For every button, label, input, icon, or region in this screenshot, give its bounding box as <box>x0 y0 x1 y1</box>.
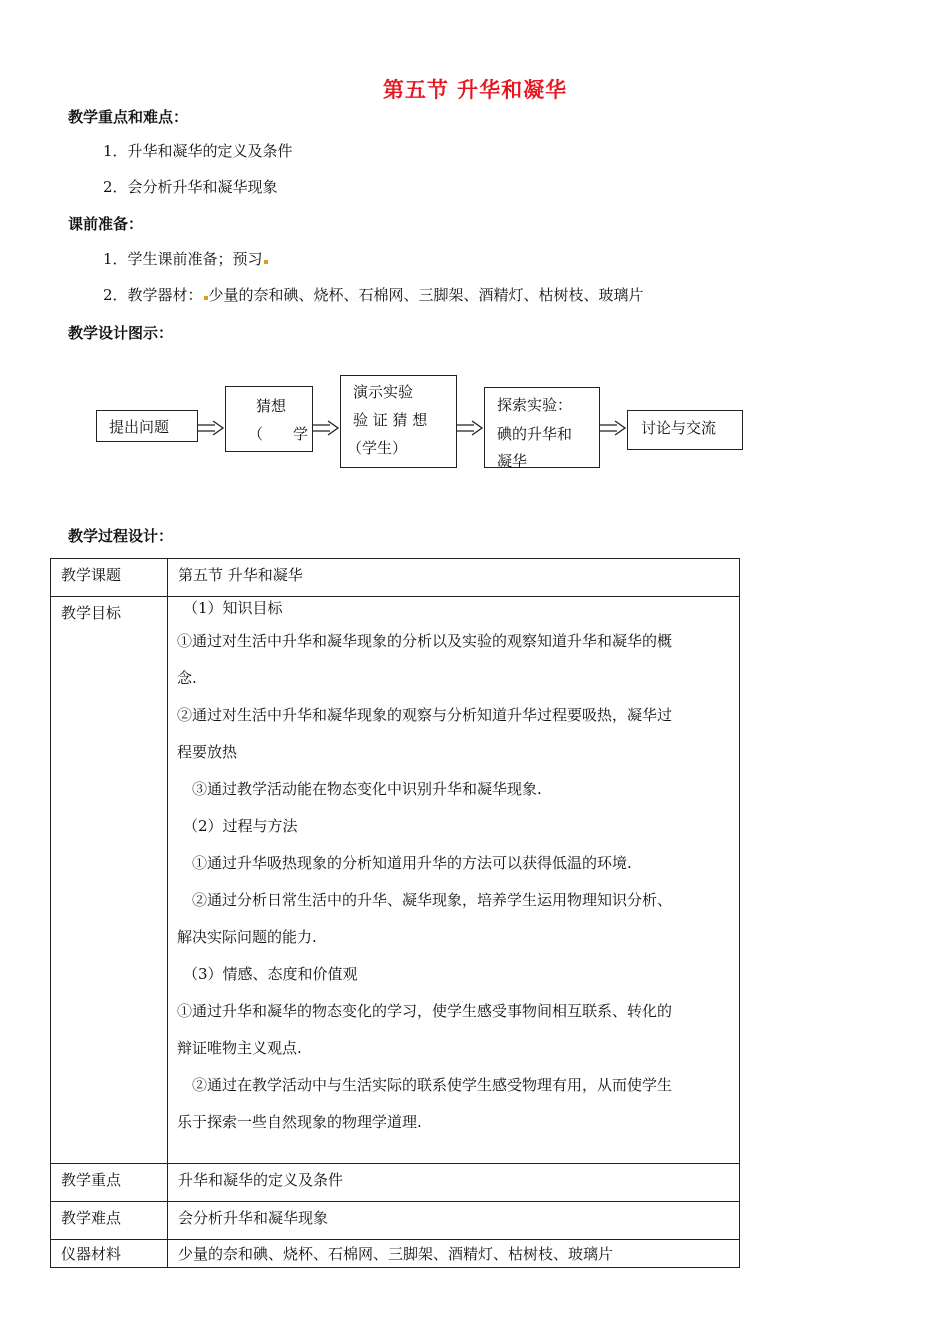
table-row <box>51 597 740 1164</box>
table-row <box>51 1240 740 1268</box>
flow-step-guess <box>225 386 313 452</box>
goal-line: ②通过在教学活动中与生活实际的联系使学生感受物理有用，从而使学生 <box>192 1076 673 1094</box>
goal-line: ②通过对生活中升华和凝华现象的观察与分析知道升华过程要吸热，凝华过 <box>177 706 673 724</box>
heading-diagram: 教学设计图示： <box>68 324 174 342</box>
goal-line: ②通过分析日常生活中的升华、凝华现象，培养学生运用物理知识分析、 <box>192 891 673 909</box>
goal-line: （1）知识目标 <box>183 599 283 617</box>
goal-line: 乐于探索一些自然现象的物理学道理. <box>177 1113 422 1131</box>
flow-step-discuss <box>627 410 743 450</box>
key-point-1: 1．升华和凝华的定义及条件 <box>103 142 293 160</box>
materials-value: 少量的奈和碘、烧杯、石棉网、三脚架、酒精灯、枯树枝、玻璃片 <box>168 1240 740 1268</box>
topic-label: 教学课题 <box>51 559 168 597</box>
goal-line: ①通过升华和凝华的物态变化的学习，使学生感受事物间相互联系、转化的 <box>177 1002 673 1020</box>
goals-label: 教学目标 <box>51 597 168 1164</box>
prep-item-1 <box>103 248 269 269</box>
goal-line: ③通过教学活动能在物态变化中识别升华和凝华现象. <box>192 780 542 798</box>
highlight-mark <box>264 260 268 264</box>
flow-step-4-line2: 碘的升华和 <box>497 425 573 443</box>
goal-line: （3）情感、态度和价值观 <box>183 965 358 983</box>
highlight-mark <box>204 296 208 300</box>
page-title: 第五节 升华和凝华 <box>382 78 568 102</box>
heading-process: 教学过程设计： <box>68 527 174 545</box>
heading-preparation: 课前准备： <box>68 215 144 233</box>
flow-step-1-label: 提出问题 <box>109 418 170 436</box>
table-row <box>51 559 740 597</box>
focus-label: 教学重点 <box>51 1164 168 1202</box>
flow-step-2-line1: 猜想 <box>256 397 287 415</box>
double-arrow-icon <box>198 419 226 437</box>
flow-step-explore-experiment <box>484 387 600 468</box>
difficulty-value: 会分析升华和凝华现象 <box>168 1202 740 1240</box>
double-arrow-icon <box>313 419 341 437</box>
goal-line: 念. <box>177 669 197 687</box>
process-table <box>50 558 740 1268</box>
prep-item-2-text: 少量的奈和碘、烧杯、石棉网、三脚架、酒精灯、枯树枝、玻璃片 <box>208 286 644 304</box>
flow-step-3-line3: （学生） <box>347 439 408 457</box>
prep-item-1-text: 1．学生课前准备；预习 <box>103 250 263 268</box>
flow-step-4-line3: 凝华 <box>497 452 528 468</box>
goal-line: 辩证唯物主义观点. <box>177 1039 302 1057</box>
goal-line: 程要放热 <box>177 743 238 761</box>
topic-value: 第五节 升华和凝华 <box>168 559 740 597</box>
goals-cell <box>168 597 740 1164</box>
materials-label: 仪器材料 <box>51 1240 168 1268</box>
goal-line: ①通过对生活中升华和凝华现象的分析以及实验的观察知道升华和凝华的概 <box>177 632 673 650</box>
flow-step-demo-experiment <box>340 375 457 468</box>
prep-item-2-label: 2．教学器材： <box>103 286 203 304</box>
flow-step-ask-question <box>96 410 198 442</box>
difficulty-label: 教学难点 <box>51 1202 168 1240</box>
double-arrow-icon <box>600 419 628 437</box>
prep-item-2 <box>103 284 644 305</box>
goal-line: （2）过程与方法 <box>183 817 298 835</box>
flow-step-5-label: 讨论与交流 <box>641 419 717 437</box>
focus-value: 升华和凝华的定义及条件 <box>168 1164 740 1202</box>
flow-step-3-line2: 验 证 猜 想 <box>353 411 428 429</box>
table-row <box>51 1164 740 1202</box>
table-row <box>51 1202 740 1240</box>
double-arrow-icon <box>457 419 485 437</box>
heading-key-points: 教学重点和难点： <box>68 108 189 126</box>
goal-line: 解决实际问题的能力. <box>177 928 317 946</box>
key-point-2: 2．会分析升华和凝华现象 <box>103 178 278 196</box>
flow-step-2-line2: （ 学 <box>248 425 309 443</box>
flow-step-4-line1: 探索实验： <box>497 396 573 414</box>
flow-step-3-line1: 演示实验 <box>353 383 414 401</box>
goal-line: ①通过升华吸热现象的分析知道用升华的方法可以获得低温的环境. <box>192 854 632 872</box>
